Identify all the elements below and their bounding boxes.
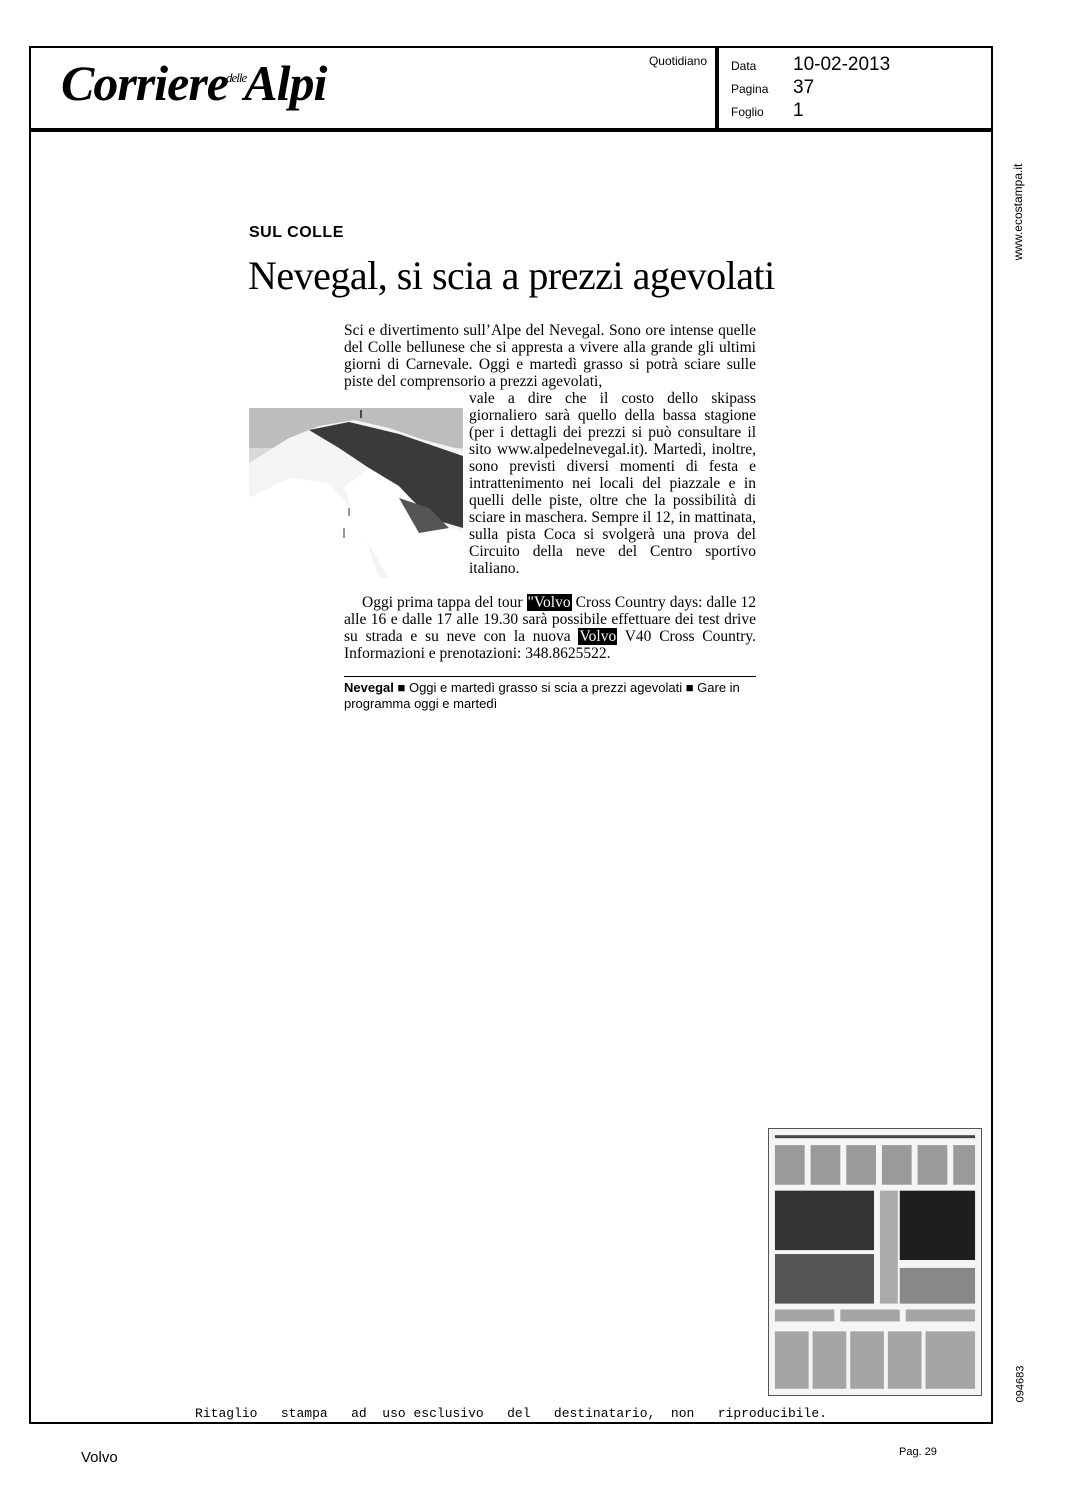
meta-page: Pagina 37 [731,77,815,98]
meta-date: Data 10-02-2013 [731,54,891,75]
metadata-box [717,46,993,130]
article-body-wrapped: vale a dire che il costo dello skipass giornaliero sarà quello della bassa stagione (per i dettagli dei prezzi si può consultare il sito www.alpedelnevegal.it). Martedì, inoltre, sono previsti diversi momenti di festa e intrattenimento nei locali del piazzale e in quelli delle piste, oltre che la possibilità di sciare in maschera. Sempre il 12, in mattinata, sulla pista Coca si svolgerà una prova del Circuito della neve del Centro sportivo italiano. [469,390,756,577]
page-thumbnail [768,1128,982,1396]
summary-divider [344,676,756,677]
client-label: Volvo [81,1449,118,1466]
article-headline: Nevegal, si scia a prezzi agevolati [248,253,775,298]
source-url: www.ecostampa.it [1011,163,1025,261]
article-summary: Nevegal ■ Oggi e martedì grasso si scia a prezzi agevolati ■ Gare in programma oggi e martedì [344,680,740,711]
clipping-code: 094683 [1014,1365,1027,1403]
highlight-volvo: "Volvo [527,594,571,611]
newspaper-logo: Corriere$^{delle}$Alpi [61,55,327,111]
article-kicker: SUL COLLE [249,224,344,241]
article-lead: Sci e divertimento sull’Alpe del Nevegal. Sono ore intense quelle del Colle bellunese che si appresta a vivere alla grande gli ultimi giorni di Carnevale. Oggi e martedì grasso si potrà sciare sulle piste del comprensorio a prezzi agevolati, [344,322,756,390]
article-body-volvo: Oggi prima tappa del tour "Volvo Cross Country days: dalle 12 alle 16 e dalle 17 alle 19.30 sarà possibile effettuare dei test drive su strada e su neve con la nuova Volvo V40 Cross Country. Informazioni e prenotazioni: 348.8625522. [344,594,756,662]
snowy-mountain-photo [249,408,463,578]
page-number: Pag. 29 [899,1446,937,1458]
publication-type: Quotidiano [648,54,707,68]
reproduction-notice: Ritaglio stampa ad uso esclusivo del destinatario, non riproducibile. [195,1406,827,1421]
highlight-volvo-2: Volvo [579,628,617,645]
meta-sheet: Foglio 1 [731,100,804,121]
masthead [29,46,717,130]
